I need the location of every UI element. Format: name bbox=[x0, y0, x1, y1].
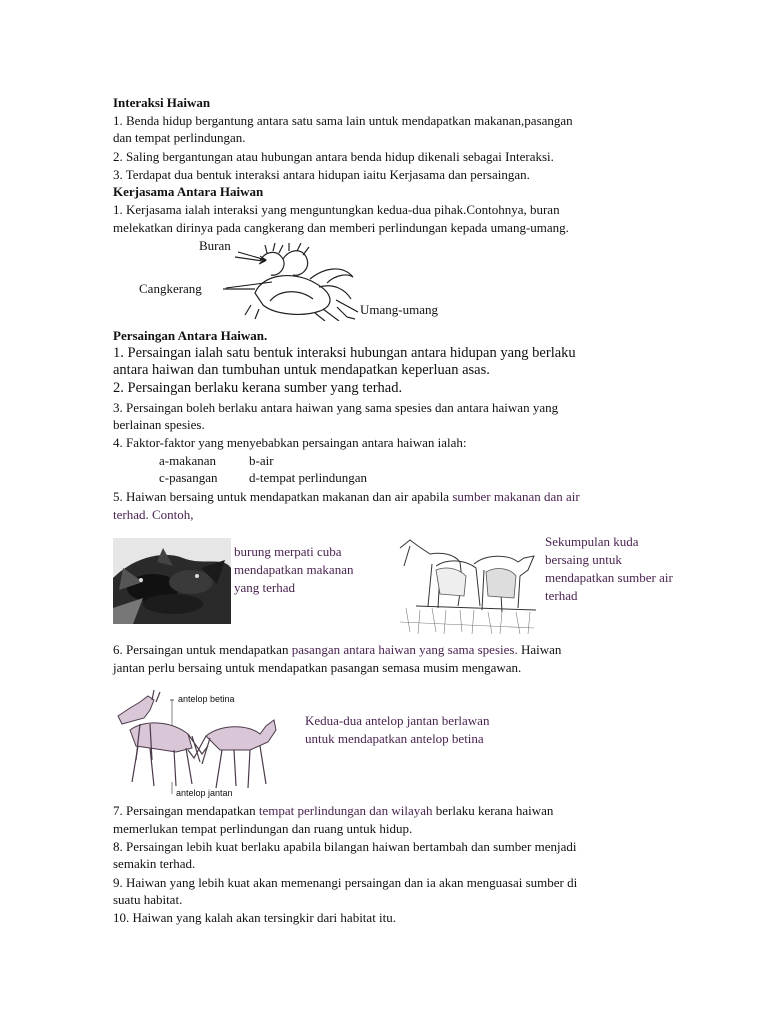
factor-a: a-makanan bbox=[159, 453, 217, 468]
persaingan-p6-line-1 bbox=[113, 641, 561, 658]
persaingan-p1-line-1: 1. Persaingan ialah satu bentuk interaksi hubungan antara hidupan yang berlaku bbox=[113, 345, 576, 361]
intro-line-3: 2. Saling bergantungan atau hubungan antara benda hidup dikenali sebagai Interaksi. bbox=[113, 149, 554, 164]
persaingan-p1-line-2: antara haiwan dan tumbuhan untuk mendapatkan keperluan asas. bbox=[113, 362, 490, 378]
persaingan-p4: 4. Faktor-faktor yang menyebabkan persaingan antara haiwan ialah: bbox=[113, 435, 467, 450]
kerjasama-heading: Kerjasama Antara Haiwan bbox=[113, 184, 264, 199]
factor-c: c-pasangan bbox=[159, 470, 218, 485]
persaingan-p8-line-1: 8. Persaingan lebih kuat berlaku apabila bilangan haiwan bertambah dan sumber menjadi bbox=[113, 839, 577, 854]
pigeon-caption-3: yang terhad bbox=[234, 580, 296, 595]
intro-line-1: 1. Benda hidup bergantung antara satu sama lain untuk mendapatkan makanan,pasangan bbox=[113, 113, 573, 128]
horse-caption-1: Sekumpulan kuda bbox=[545, 534, 639, 549]
persaingan-p5-line-1 bbox=[113, 488, 580, 505]
p6-highlight: pasangan antara haiwan yang sama spesies. bbox=[291, 642, 518, 657]
antelope-caption-2: untuk mendapatkan antelop betina bbox=[305, 731, 484, 746]
intro-line-2: dan tempat perlindungan. bbox=[113, 130, 246, 145]
pigeon-caption-2: mendapatkan makanan bbox=[234, 562, 354, 577]
persaingan-p7-line-2: memerlukan tempat perlindungan dan ruang untuk hidup. bbox=[113, 821, 413, 836]
persaingan-p2: 2. Persaingan berlaku kerana sumber yang terhad. bbox=[113, 380, 403, 396]
persaingan-p3-line-1: 3. Persaingan boleh berlaku antara haiwan yang sama spesies dan antara haiwan yang bbox=[113, 400, 559, 415]
p5-highlight: sumber makanan dan air bbox=[452, 489, 580, 504]
antelope-label-betina: antelop betina bbox=[178, 694, 235, 704]
persaingan-p10: 10. Haiwan yang kalah akan tersingkir dari habitat itu. bbox=[113, 910, 397, 925]
antelope-label-jantan: antelop jantan bbox=[176, 788, 233, 798]
pigeons-photo bbox=[113, 538, 231, 624]
persaingan-p8-line-2: semakin terhad. bbox=[113, 856, 196, 871]
p6-text-end: Haiwan bbox=[517, 642, 562, 657]
label-cangkerang: Cangkerang bbox=[139, 281, 202, 296]
horse-caption-4: terhad bbox=[545, 588, 578, 603]
p7-highlight: tempat perlindungan dan wilayah bbox=[258, 803, 433, 818]
figure-pointer-arrows bbox=[186, 236, 386, 326]
persaingan-p3-line-2: berlainan spesies. bbox=[113, 417, 205, 432]
intro-line-4: 3. Terdapat dua bentuk interaksi antara hidupan iaitu Kerjasama dan persaingan. bbox=[113, 167, 530, 182]
factor-d: d-tempat perlindungan bbox=[249, 470, 368, 485]
pigeon-caption-1: burung merpati cuba bbox=[234, 544, 342, 559]
label-buran: Buran bbox=[199, 238, 231, 253]
horse-caption-3: mendapatkan sumber air bbox=[545, 570, 673, 585]
persaingan-p6-line-2: jantan perlu bersaing untuk mendapatkan pasangan semasa musim mengawan. bbox=[113, 660, 522, 675]
antelopes-illustration bbox=[110, 690, 280, 800]
persaingan-p9-line-1: 9. Haiwan yang lebih kuat akan memenangi persaingan dan ia akan menguasai sumber di bbox=[113, 875, 578, 890]
p7-text-end: berlaku kerana haiwan bbox=[432, 803, 554, 818]
factor-b: b-air bbox=[249, 453, 274, 468]
persaingan-heading: Persaingan Antara Haiwan. bbox=[113, 328, 268, 343]
persaingan-p9-line-2: suatu habitat. bbox=[113, 892, 183, 907]
horse-caption-2: bersaing untuk bbox=[545, 552, 622, 567]
p5-text: 5. Haiwan bersaing untuk mendapatkan makanan dan air apabila bbox=[113, 489, 453, 504]
p7-text: 7. Persaingan mendapatkan bbox=[113, 803, 259, 818]
horses-sketch bbox=[396, 536, 538, 636]
label-umang-umang: Umang-umang bbox=[360, 302, 438, 317]
antelope-caption-1: Kedua-dua antelop jantan berlawan bbox=[305, 713, 490, 728]
persaingan-p5-line-2: terhad. Contoh, bbox=[113, 507, 194, 522]
kerjasama-line-1: 1. Kerjasama ialah interaksi yang menguntungkan kedua-dua pihak.Contohnya, buran bbox=[113, 202, 560, 217]
page-title: Interaksi Haiwan bbox=[113, 95, 211, 110]
kerjasama-line-2: melekatkan dirinya pada cangkerang dan memberi perlindungan kepada umang-umang. bbox=[113, 220, 569, 235]
p6-text: 6. Persaingan untuk mendapatkan bbox=[113, 642, 292, 657]
persaingan-p7-line-1 bbox=[113, 802, 553, 819]
